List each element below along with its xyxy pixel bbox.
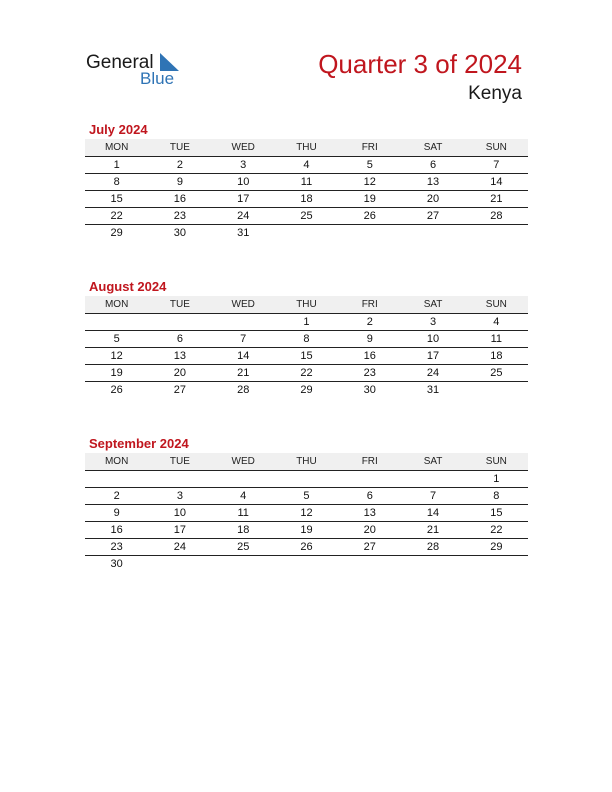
day-cell: 22 — [85, 208, 148, 225]
day-cell: 2 — [148, 157, 211, 174]
weekday-header: SUN — [465, 139, 528, 157]
day-cell: 7 — [401, 488, 464, 505]
day-cell: 23 — [338, 365, 401, 382]
day-cell — [401, 556, 464, 573]
day-cell: 3 — [401, 314, 464, 331]
day-cell: 9 — [85, 505, 148, 522]
day-cell — [212, 556, 275, 573]
day-cell — [401, 225, 464, 242]
day-cell: 31 — [237, 227, 250, 239]
day-cell: 28 — [401, 539, 464, 556]
day-cell: 1 — [465, 471, 528, 488]
week-row — [85, 505, 528, 522]
weekday-header: SUN — [465, 296, 528, 314]
day-cell: 6 — [401, 157, 464, 174]
weekday-header: THU — [275, 139, 338, 157]
weekday-header: MON — [85, 139, 148, 157]
day-cell: 27 — [173, 384, 187, 396]
day-cell: 23 — [148, 208, 211, 225]
day-cell: 29 — [110, 227, 123, 239]
day-cell — [401, 471, 464, 488]
day-cell: 25 — [212, 539, 275, 556]
day-cell: 6 — [148, 331, 211, 348]
month-table — [85, 296, 528, 398]
month-name: September 2024 — [89, 436, 189, 451]
month-table — [85, 453, 528, 572]
day-cell: 16 — [338, 348, 401, 365]
day-cell: 22 — [465, 522, 528, 539]
day-cell: 4 — [275, 157, 338, 174]
day-cell: 11 — [275, 174, 338, 191]
day-cell: 4 — [465, 314, 528, 331]
weekday-header: SAT — [401, 296, 464, 314]
month-table — [85, 139, 528, 241]
week-row — [85, 331, 528, 348]
logo-general-text: General — [86, 52, 154, 73]
day-cell: 31 — [426, 384, 440, 396]
day-cell: 14 — [212, 348, 275, 365]
day-cell: 17 — [212, 191, 275, 208]
day-cell — [148, 556, 211, 573]
month-calendar — [85, 435, 528, 572]
week-row — [85, 471, 528, 488]
day-cell: 27 — [401, 208, 464, 225]
weekday-header: FRI — [338, 453, 401, 471]
day-cell: 27 — [338, 539, 401, 556]
day-cell: 11 — [212, 505, 275, 522]
weekday-header: SAT — [401, 453, 464, 471]
page-title: Quarter 3 of 2024 — [318, 49, 522, 79]
day-cell: 16 — [85, 522, 148, 539]
day-cell: 29 — [465, 539, 528, 556]
day-cell: 19 — [85, 365, 148, 382]
day-cell: 28 — [465, 208, 528, 225]
day-cell: 16 — [148, 191, 211, 208]
day-cell: 5 — [275, 488, 338, 505]
day-cell: 24 — [401, 365, 464, 382]
day-cell: 17 — [401, 348, 464, 365]
day-cell: 12 — [275, 505, 338, 522]
weekday-header: WED — [212, 296, 275, 314]
day-cell: 28 — [237, 384, 250, 396]
week-row — [85, 157, 528, 174]
weekday-header: THU — [275, 453, 338, 471]
weekday-header: MON — [85, 453, 148, 471]
day-cell: 20 — [148, 365, 211, 382]
day-cell: 5 — [338, 157, 401, 174]
weekday-header: FRI — [338, 296, 401, 314]
day-cell — [85, 314, 148, 331]
day-cell: 30 — [110, 558, 123, 570]
week-row — [85, 348, 528, 365]
day-cell — [275, 225, 338, 242]
day-cell: 6 — [338, 488, 401, 505]
day-cell: 12 — [338, 174, 401, 191]
day-cell — [212, 314, 275, 331]
day-cell: 5 — [85, 331, 148, 348]
month-calendar — [85, 278, 528, 398]
day-cell — [338, 556, 401, 573]
week-row — [85, 208, 528, 225]
country-name: Kenya — [468, 83, 522, 104]
day-cell: 8 — [85, 174, 148, 191]
day-cell: 24 — [148, 539, 211, 556]
weekday-header: TUE — [148, 139, 211, 157]
week-row — [85, 314, 528, 331]
day-cell: 29 — [300, 384, 313, 396]
day-cell — [148, 314, 211, 331]
day-cell: 19 — [275, 522, 338, 539]
weekday-header: TUE — [148, 453, 211, 471]
day-cell: 8 — [465, 488, 528, 505]
day-cell: 2 — [338, 314, 401, 331]
month-calendar — [85, 121, 528, 241]
day-cell: 3 — [148, 488, 211, 505]
weekday-header: SUN — [465, 453, 528, 471]
day-cell: 15 — [85, 191, 148, 208]
day-cell: 30 — [363, 384, 376, 396]
day-cell: 9 — [148, 174, 211, 191]
week-row — [85, 488, 528, 505]
week-row — [85, 382, 528, 399]
weekday-header: MON — [85, 296, 148, 314]
day-cell: 10 — [212, 174, 275, 191]
day-cell: 17 — [148, 522, 211, 539]
day-cell: 15 — [275, 348, 338, 365]
day-cell: 25 — [275, 208, 338, 225]
day-cell: 26 — [110, 384, 123, 396]
day-cell: 10 — [148, 505, 211, 522]
day-cell: 18 — [275, 191, 338, 208]
day-cell — [212, 471, 275, 488]
day-cell — [275, 556, 338, 573]
day-cell: 14 — [401, 505, 464, 522]
day-cell: 1 — [85, 157, 148, 174]
month-name: August 2024 — [89, 279, 167, 294]
week-row — [85, 556, 528, 573]
day-cell: 20 — [401, 191, 464, 208]
day-cell — [85, 471, 148, 488]
day-cell: 9 — [338, 331, 401, 348]
day-cell: 21 — [401, 522, 464, 539]
logo — [86, 50, 196, 90]
day-cell: 30 — [173, 227, 187, 239]
day-cell — [338, 471, 401, 488]
day-cell: 21 — [212, 365, 275, 382]
day-cell: 15 — [465, 505, 528, 522]
day-cell — [148, 471, 211, 488]
day-cell: 14 — [465, 174, 528, 191]
week-row — [85, 191, 528, 208]
day-cell: 12 — [85, 348, 148, 365]
week-row — [85, 174, 528, 191]
logo-blue-text: Blue — [140, 69, 175, 88]
day-cell: 1 — [275, 314, 338, 331]
day-cell — [465, 556, 528, 573]
day-cell — [465, 225, 528, 242]
day-cell: 10 — [401, 331, 464, 348]
day-cell: 21 — [465, 191, 528, 208]
weekday-header: TUE — [148, 296, 211, 314]
day-cell: 20 — [338, 522, 401, 539]
day-cell: 8 — [275, 331, 338, 348]
day-cell: 26 — [275, 539, 338, 556]
day-cell: 2 — [85, 488, 148, 505]
day-cell: 22 — [275, 365, 338, 382]
day-cell: 23 — [85, 539, 148, 556]
day-cell — [275, 471, 338, 488]
day-cell: 7 — [212, 331, 275, 348]
week-row — [85, 522, 528, 539]
day-cell: 4 — [212, 488, 275, 505]
month-name: July 2024 — [89, 122, 148, 137]
day-cell: 18 — [465, 348, 528, 365]
weekday-header: SAT — [401, 139, 464, 157]
day-cell: 24 — [212, 208, 275, 225]
day-cell: 13 — [338, 505, 401, 522]
day-cell: 7 — [465, 157, 528, 174]
week-row — [85, 539, 528, 556]
day-cell: 18 — [212, 522, 275, 539]
weekday-header: THU — [275, 296, 338, 314]
day-cell: 26 — [338, 208, 401, 225]
weekday-header: FRI — [338, 139, 401, 157]
day-cell: 19 — [338, 191, 401, 208]
weekday-header: WED — [212, 139, 275, 157]
day-cell: 25 — [465, 365, 528, 382]
day-cell: 13 — [148, 348, 211, 365]
weekday-header: WED — [212, 453, 275, 471]
day-cell: 3 — [212, 157, 275, 174]
day-cell — [465, 382, 528, 399]
day-cell: 11 — [465, 331, 528, 348]
week-row — [85, 225, 528, 242]
week-row — [85, 365, 528, 382]
day-cell: 13 — [401, 174, 464, 191]
day-cell — [338, 225, 401, 242]
